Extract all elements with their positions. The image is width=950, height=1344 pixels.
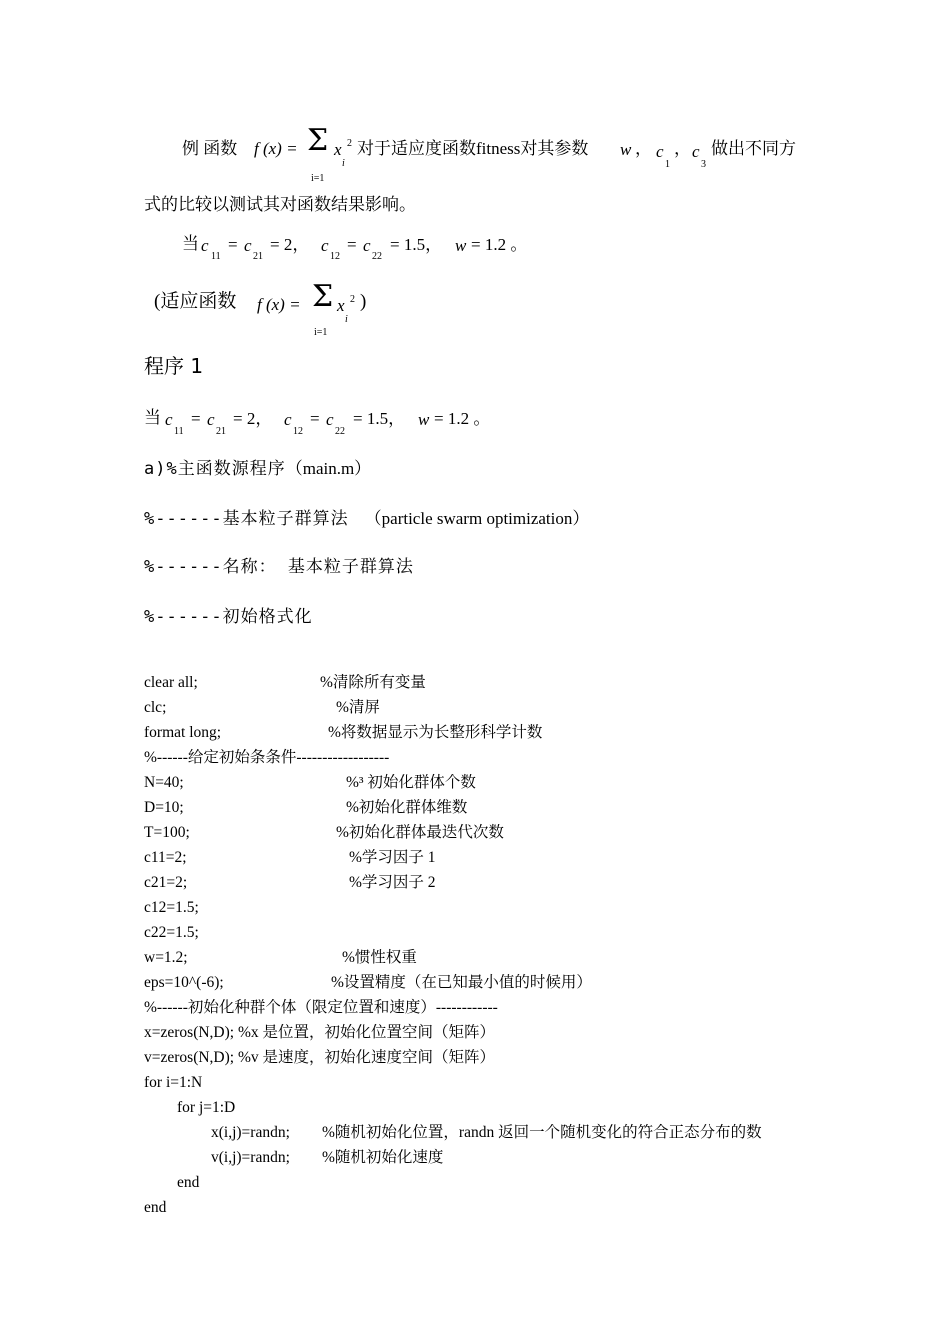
main-title-file: （main.m） [285,459,372,478]
cond-c21: c [244,236,252,255]
comment1-dashes: %------基本粒子群算法 [144,509,349,529]
comment-line-1 [144,510,589,528]
cond-valw: = 1.2 。 [471,235,528,254]
cond-s12: 12 [330,251,340,262]
cond2-s11: 11 [174,426,184,437]
formula-sub-i: i [342,158,345,169]
code-comment: %初始化群体维数 [346,799,468,816]
main-title [144,460,371,478]
cond2-val2: = 2， [233,409,273,428]
param-c3: c [692,142,700,161]
code-line: c11=2; [144,849,187,866]
cond-w: w [455,236,467,255]
code-line: clc; [144,699,167,716]
formula-limit: i=1 [311,173,325,184]
program-heading: 程序 1 [144,354,204,378]
cond-dang: 当 [182,234,199,253]
intro-prefix: 例 函数 [182,139,238,158]
comment-line-3: %------初始格式化 [144,607,313,627]
fitness-limit: i=1 [314,327,328,338]
fitness-close: ) [360,291,367,312]
code-line: end [177,1174,200,1191]
comment-line-2: %------名称： 基本粒子群算法 [144,557,414,577]
intro-middle: 对于适应度函数fitness对其参数 [357,139,589,158]
code-line: eps=10^(-6); [144,974,224,991]
cond2-s22: 22 [335,426,345,437]
code-line: c21=2; [144,874,188,891]
code-line: %------给定初始条条件------------------ [144,749,390,766]
cond2-dang: 当 [144,408,161,427]
cond2-s21: 21 [216,426,226,437]
cond2-valw: = 1.2 。 [434,409,491,428]
fitness-exp: 2 [350,294,355,305]
code-comment: %随机初始化速度 [322,1149,444,1166]
param-w: w [620,140,632,159]
code-line: x=zeros(N,D); %x 是位置，初始化位置空间（矩阵） [144,1024,495,1041]
fitness-sub-i: i [345,314,348,325]
cond2-c11: c [165,410,173,429]
code-comment: %初始化群体最迭代次数 [336,824,504,841]
cond2-eq2: = [310,409,320,428]
code-line: D=10; [144,799,184,816]
comma-2: ， [674,139,691,158]
cond2-s12: 12 [293,426,303,437]
code-comment: %学习因子 2 [349,874,436,891]
cond-c11: c [201,236,209,255]
code-comment: %³ 初始化群体个数 [346,774,476,791]
formula-f: f (x) = [254,139,298,158]
cond-s21: 21 [253,251,263,262]
cond2-c12: c [284,410,292,429]
fitness-sigma: Σ [312,279,334,314]
code-line: %------初始化种群个体（限定位置和速度）------------ [144,999,498,1016]
cond2-val15: = 1.5， [353,409,406,428]
code-line: v=zeros(N,D); %v 是速度，初始化速度空间（矩阵） [144,1049,495,1066]
code-comment: %将数据显示为长整形科学计数 [328,724,543,741]
code-comment: %清屏 [336,699,380,716]
cond-eq1: = [228,235,238,254]
code-line: N=40; [144,774,184,791]
fitness-open: (适应函数 [154,291,237,312]
intro-line2: 式的比较以测试其对函数结果影响。 [144,195,416,214]
cond2-w: w [418,410,430,429]
cond2-eq1: = [191,409,201,428]
comma-1: ， [635,139,652,158]
comment1-paren: （particle swarm optimization） [364,509,590,528]
code-line: v(i,j)=randn; [211,1149,290,1166]
code-line: x(i,j)=randn; [211,1124,290,1141]
code-line: w=1.2; [144,949,188,966]
main-title-prefix: a)%主函数源程序 [144,459,286,479]
intro-suffix: 做出不同方 [711,139,796,158]
formula-exp: 2 [347,138,352,149]
code-comment: %设置精度（在已知最小值的时候用） [331,974,592,991]
code-comment: %清除所有变量 [320,674,426,691]
fitness-f: f (x) = [257,295,301,314]
code-line: c12=1.5; [144,899,199,916]
cond-c22: c [363,236,371,255]
code-line: for i=1:N [144,1074,203,1091]
cond-c12: c [321,236,329,255]
cond-eq2: = [347,235,357,254]
cond-val2: = 2， [270,235,310,254]
sub-3: 3 [701,159,706,170]
code-line: T=100; [144,824,190,841]
cond-s22: 22 [372,251,382,262]
cond2-c22: c [326,410,334,429]
code-line: format long; [144,724,222,741]
cond2-c21: c [207,410,215,429]
code-line: for j=1:D [177,1099,236,1116]
code-line: c22=1.5; [144,924,199,941]
sub-1: 1 [665,159,670,170]
code-line: end [144,1199,167,1216]
cond-val15: = 1.5， [390,235,443,254]
code-comment: %学习因子 1 [349,849,436,866]
code-comment: %随机初始化位置，randn 返回一个随机变化的符合正态分布的数 [322,1124,762,1141]
param-c1: c [656,142,664,161]
formula-x: x [334,140,342,159]
code-comment: %惯性权重 [342,949,417,966]
code-line: clear all; [144,674,198,691]
cond-s11: 11 [211,251,221,262]
fitness-x: x [337,296,345,315]
sigma-symbol: Σ [307,123,329,158]
